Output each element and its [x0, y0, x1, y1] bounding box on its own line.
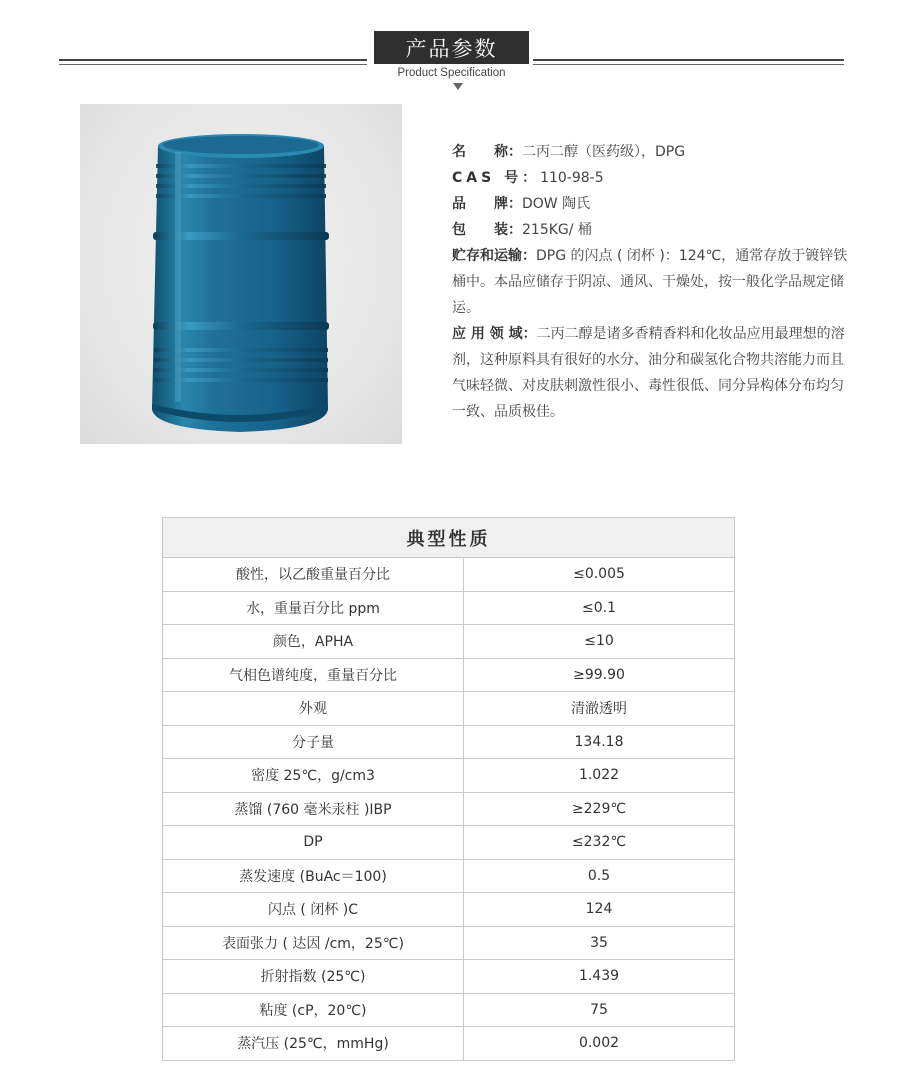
property-cell: 蒸发速度 (BuAc＝100)	[163, 859, 464, 893]
property-cell: 气相色谱纯度，重量百分比	[163, 658, 464, 692]
value-cell: 1.022	[464, 759, 735, 793]
info-value: DPG 的闪点 ( 闭杯 )：124℃，通常存放于镀锌铁桶中。本品应储存于阴凉、通风、干燥处，按一般化学品规定储运。	[452, 248, 848, 316]
value-cell: 0.002	[464, 1027, 735, 1061]
property-cell: 粘度 (cP，20℃)	[163, 993, 464, 1027]
info-label: CAS 号：	[452, 170, 541, 186]
info-label: 应 用 领 域：	[452, 326, 537, 342]
property-cell: 闪点 ( 闭杯 )C	[163, 893, 464, 927]
drum-icon	[80, 104, 402, 444]
property-cell: 外观	[163, 692, 464, 726]
property-cell: 水，重量百分比 ppm	[163, 591, 464, 625]
info-row-cas	[452, 165, 852, 191]
value-cell: ≤0.005	[464, 558, 735, 592]
table-header-row	[163, 518, 735, 558]
table-title: 典型性质	[163, 518, 735, 558]
value-cell: ≤0.1	[464, 591, 735, 625]
info-row-name	[452, 139, 852, 165]
info-application	[452, 321, 852, 425]
value-cell: ≤10	[464, 625, 735, 659]
info-value: DOW 陶氏	[522, 196, 591, 212]
property-cell: 折射指数 (25℃)	[163, 960, 464, 994]
property-cell: 分子量	[163, 725, 464, 759]
info-value: 215KG/ 桶	[522, 222, 592, 238]
info-row-package	[452, 217, 852, 243]
value-cell: ≥229℃	[464, 792, 735, 826]
value-cell: 35	[464, 926, 735, 960]
property-cell: 蒸汽压 (25℃，mmHg)	[163, 1027, 464, 1061]
table-row	[163, 826, 735, 860]
table-row	[163, 591, 735, 625]
info-label: 品 牌：	[452, 196, 522, 212]
property-cell: 颜色，APHA	[163, 625, 464, 659]
info-row-brand	[452, 191, 852, 217]
product-info	[452, 139, 852, 425]
table-row	[163, 692, 735, 726]
info-value: 110-98-5	[540, 170, 604, 186]
info-storage	[452, 243, 852, 321]
section-subtitle: Product Specification	[397, 67, 506, 79]
info-label: 包 装：	[452, 222, 522, 238]
property-cell: 酸性，以乙酸重量百分比	[163, 558, 464, 592]
table-row	[163, 792, 735, 826]
value-cell: 75	[464, 993, 735, 1027]
section-title: 产品参数	[374, 31, 529, 64]
value-cell: ≥99.90	[464, 658, 735, 692]
info-value: 二丙二醇（医药级），DPG	[522, 144, 686, 160]
product-image	[80, 104, 402, 444]
value-cell: 134.18	[464, 725, 735, 759]
table-row	[163, 558, 735, 592]
info-label: 名 称：	[452, 144, 522, 160]
properties-table	[162, 517, 735, 1061]
property-cell: 表面张力 ( 达因 /cm，25℃)	[163, 926, 464, 960]
table-row	[163, 926, 735, 960]
table-row	[163, 893, 735, 927]
table-row	[163, 1027, 735, 1061]
property-cell: 密度 25℃，g/cm3	[163, 759, 464, 793]
table-row	[163, 859, 735, 893]
table-row	[163, 960, 735, 994]
table-row	[163, 993, 735, 1027]
table-row	[163, 658, 735, 692]
property-cell: DP	[163, 826, 464, 860]
value-cell: 清澈透明	[464, 692, 735, 726]
property-cell: 蒸馏 (760 毫米汞柱 )IBP	[163, 792, 464, 826]
table-row	[163, 725, 735, 759]
divider-left	[59, 59, 367, 65]
value-cell: 1.439	[464, 960, 735, 994]
table-row	[163, 625, 735, 659]
info-value: 二丙二醇是诸多香精香料和化妆品应用最理想的溶剂，这种原料具有很好的水分、油分和碳氢化合物共溶能力而且气味轻微、对皮肤刺激性很小、毒性很低、同分异构体分布均匀一致、品质极佳。	[452, 326, 845, 420]
table-row	[163, 759, 735, 793]
value-cell: ≤232℃	[464, 826, 735, 860]
value-cell: 124	[464, 893, 735, 927]
divider-right	[533, 59, 844, 65]
section-header	[0, 0, 900, 110]
down-arrow-icon	[453, 83, 463, 90]
info-label: 贮存和运输：	[452, 248, 536, 264]
value-cell: 0.5	[464, 859, 735, 893]
